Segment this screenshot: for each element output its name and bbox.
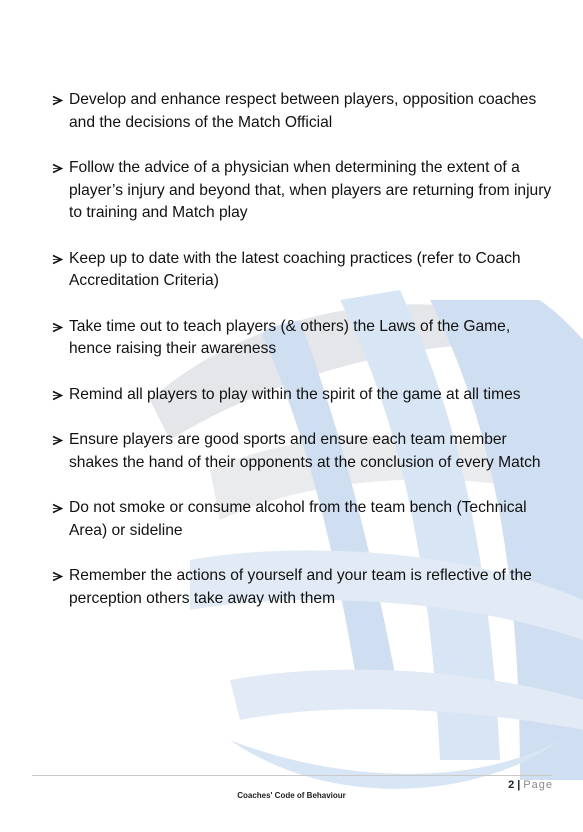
arrow-bullet-icon xyxy=(52,390,63,401)
arrow-bullet-icon xyxy=(52,163,63,174)
arrow-bullet-icon xyxy=(52,254,63,265)
footer-divider xyxy=(32,775,552,776)
list-item-text: Keep up to date with the latest coaching practices (refer to Coach Accreditation Criteria) xyxy=(69,249,521,289)
page-number-separator: | xyxy=(517,779,522,791)
list-item xyxy=(50,89,555,134)
list-item-text: Develop and enhance respect between players, opposition coaches and the decisions of the Match Official xyxy=(69,91,537,131)
footer-document-title: Coaches' Code of Behaviour xyxy=(237,791,346,800)
arrow-bullet-icon xyxy=(52,435,63,446)
list-item xyxy=(50,384,555,407)
list-item xyxy=(50,157,555,225)
page-word: Page xyxy=(523,779,553,791)
list-item xyxy=(50,248,555,293)
list-item-text: Take time out to teach players (& others) the Laws of the Game, hence raising their awareness xyxy=(69,317,511,357)
list-item-text: Follow the advice of a physician when determining the extent of a player’s injury and beyond that, when players are returning from injury to training and Match play xyxy=(69,159,552,221)
bullet-list-section xyxy=(50,89,555,633)
list-item xyxy=(50,497,555,542)
list-item xyxy=(50,429,555,474)
list-item-text: Remember the actions of yourself and your team is reflective of the perception others take away with them xyxy=(69,567,532,607)
list-item-text: Do not smoke or consume alcohol from the team bench (Technical Area) or sideline xyxy=(69,499,527,539)
list-item xyxy=(50,316,555,361)
list-item-text: Ensure players are good sports and ensure each team member shakes the hand of their opponents at the conclusion of every Match xyxy=(69,431,541,471)
arrow-bullet-icon xyxy=(52,503,63,514)
page-number-value: 2 xyxy=(508,779,516,791)
list-item xyxy=(50,565,555,610)
arrow-bullet-icon xyxy=(52,95,63,106)
list-item-text: Remind all players to play within the spirit of the game at all times xyxy=(69,385,521,403)
page-number xyxy=(508,779,553,791)
bullet-list xyxy=(50,89,555,610)
arrow-bullet-icon xyxy=(52,322,63,333)
arrow-bullet-icon xyxy=(52,571,63,582)
